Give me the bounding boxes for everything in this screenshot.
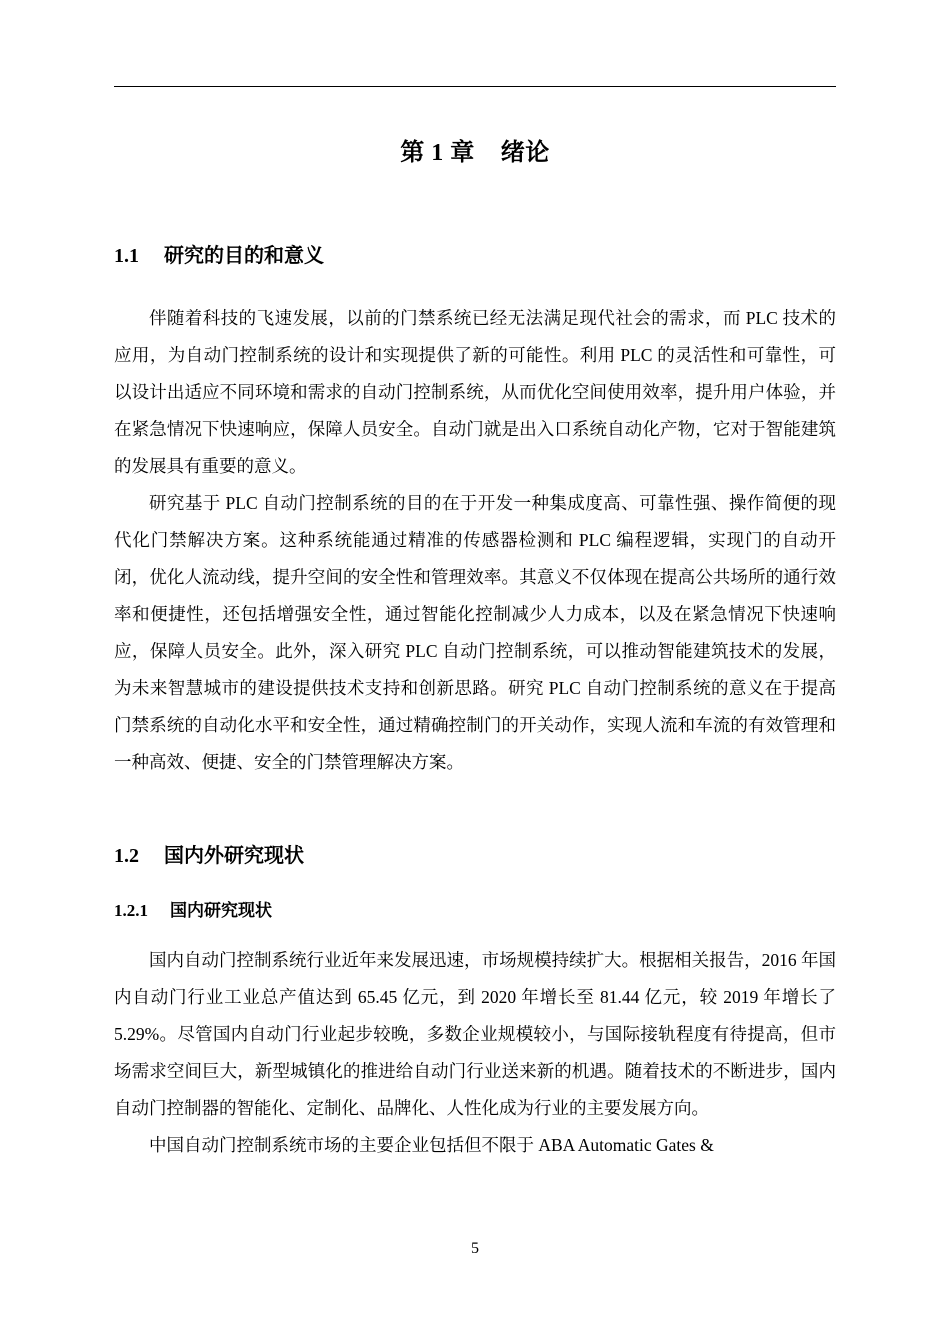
page-number: 5 bbox=[471, 1240, 479, 1257]
subsection-title: 国内研究现状 bbox=[170, 901, 272, 920]
subsection-number: 1.2.1 bbox=[114, 901, 148, 920]
section-title: 国内外研究现状 bbox=[164, 845, 304, 867]
section-1-1-body bbox=[114, 300, 836, 781]
paragraph: 研究基于 PLC 自动门控制系统的目的在于开发一种集成度高、可靠性强、操作简便的现代化门禁解决方案。这种系统能通过精准的传感器检测和 PLC 编程逻辑，实现门的自动开闭，优化人流动线，提升空间的安全性和管理效率。其意义不仅体现在提高公共场所的通行效率和便捷性，还包括增强安全性，通过智能化控制减少人力成本，以及在紧急情况下快速响应，保障人员安全。此外，深入研究 PLC 自动门控制系统，可以推动智能建筑技术的发展，为未来智慧城市的建设提供技术支持和创新思路。研究 PLC 自动门控制系统的意义在于提高门禁系统的自动化水平和安全性，通过精确控制门的开关动作，实现人流和车流的有效管理和一种高效、便捷、安全的门禁管理解决方案。 bbox=[114, 493, 836, 772]
chapter-number: 第 1 章 bbox=[400, 140, 475, 166]
paragraph: 伴随着科技的飞速发展，以前的门禁系统已经无法满足现代社会的需求，而 PLC 技术的应用，为自动门控制系统的设计和实现提供了新的可能性。利用 PLC 的灵活性和可靠性，可以设计出适应不同环境和需求的自动门控制系统，从而优化空间使用效率，提升用户体验，并在紧急情况下快速响应，保障人员安全。自动门就是出入口系统自动化产物，它对于智能建筑的发展具有重要的意义。 bbox=[114, 308, 836, 476]
chapter-title bbox=[114, 135, 836, 171]
chapter-name: 绪论 bbox=[500, 140, 550, 166]
paragraph: 国内自动门控制系统行业近年来发展迅速，市场规模持续扩大。根据相关报告，2016 年国内自动门行业工业总产值达到 65.45 亿元，到 2020 年增长至 81.44 亿元，较 2019 年增长了 5.29%。尽管国内自动门行业起步较晚，多数企业规模较小，与国际接轨程度有待提高，但市场需求空间巨大，新型城镇化的推进给自动门行业送来新的机遇。随着技术的不断进步，国内自动门控制器的智能化、定制化、品牌化、人性化成为行业的主要发展方向。 bbox=[114, 950, 836, 1118]
section-heading-1-1 bbox=[114, 241, 324, 271]
paragraph: 中国自动门控制系统市场的主要企业包括但不限于 ABA Automatic Gates & bbox=[149, 1135, 714, 1155]
section-number: 1.1 bbox=[114, 245, 139, 267]
header-rule bbox=[114, 86, 836, 87]
subsection-heading-1-2-1 bbox=[114, 897, 272, 925]
section-1-2-1-body bbox=[114, 942, 836, 1164]
section-title: 研究的目的和意义 bbox=[164, 245, 324, 267]
section-heading-1-2 bbox=[114, 841, 304, 871]
section-number: 1.2 bbox=[114, 845, 139, 867]
